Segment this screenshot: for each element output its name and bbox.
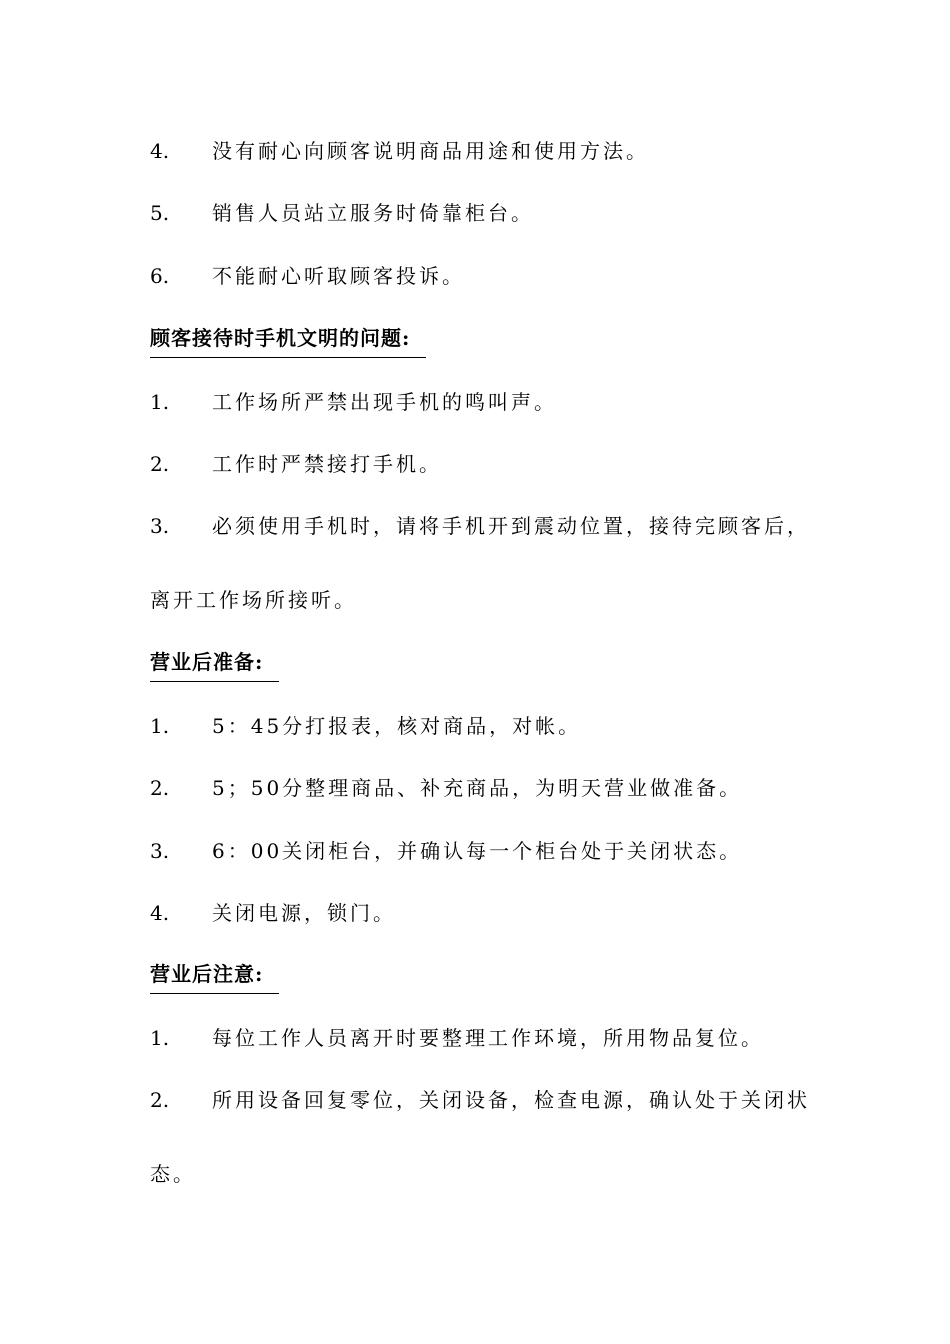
list-text: 5：45分打报表，核对商品，对帐。 — [212, 714, 582, 738]
list-item — [150, 768, 742, 808]
list-number: 2. — [150, 452, 170, 476]
list-number: 2. — [150, 1088, 170, 1112]
list-text: 6：00关闭柜台，并确认每一个柜台处于关闭状态。 — [212, 839, 743, 863]
list-number: 3. — [150, 839, 170, 863]
list-item — [150, 1080, 810, 1120]
list-number: 4. — [150, 901, 170, 925]
list-item — [150, 256, 465, 296]
list-item — [150, 706, 581, 746]
list-item — [150, 506, 810, 546]
list-number: 2. — [150, 776, 170, 800]
list-text: 工作时严禁接打手机。 — [212, 452, 442, 476]
list-text: 不能耐心听取顾客投诉。 — [212, 264, 465, 288]
list-item — [150, 893, 396, 933]
list-text: 工作场所严禁出现手机的鸣叫声。 — [212, 390, 557, 414]
list-number: 1. — [150, 714, 170, 738]
list-item — [150, 193, 534, 233]
list-text-continuation: 态。 — [150, 1162, 196, 1186]
list-number: 1. — [150, 390, 170, 414]
list-item — [150, 1018, 764, 1058]
list-text: 必须使用手机时，请将手机开到震动位置，接待完顾客后， — [212, 514, 810, 538]
list-item — [150, 444, 442, 484]
list-text: 没有耐心向顾客说明商品用途和使用方法。 — [212, 139, 649, 163]
list-item — [150, 831, 742, 871]
list-text: 每位工作人员离开时要整理工作环境，所用物品复位。 — [212, 1026, 764, 1050]
section-heading: 营业后准备: — [150, 645, 279, 682]
list-text: 所用设备回复零位，关闭设备，检查电源，确认处于关闭状 — [212, 1088, 810, 1112]
list-text: 销售人员站立服务时倚靠柜台。 — [212, 201, 534, 225]
list-item — [150, 382, 557, 422]
list-text: 5；50分整理商品、补充商品，为明天营业做准备。 — [212, 776, 743, 800]
section-heading: 营业后注意: — [150, 957, 279, 994]
list-text: 关闭电源，锁门。 — [212, 901, 396, 925]
list-number: 3. — [150, 514, 170, 538]
list-number: 5. — [150, 201, 170, 225]
list-number: 4. — [150, 139, 170, 163]
list-text-continuation: 离开工作场所接听。 — [150, 588, 357, 612]
list-number: 1. — [150, 1026, 170, 1050]
list-number: 6. — [150, 264, 170, 288]
list-item — [150, 131, 649, 171]
section-heading: 顾客接待时手机文明的问题: — [150, 321, 426, 358]
